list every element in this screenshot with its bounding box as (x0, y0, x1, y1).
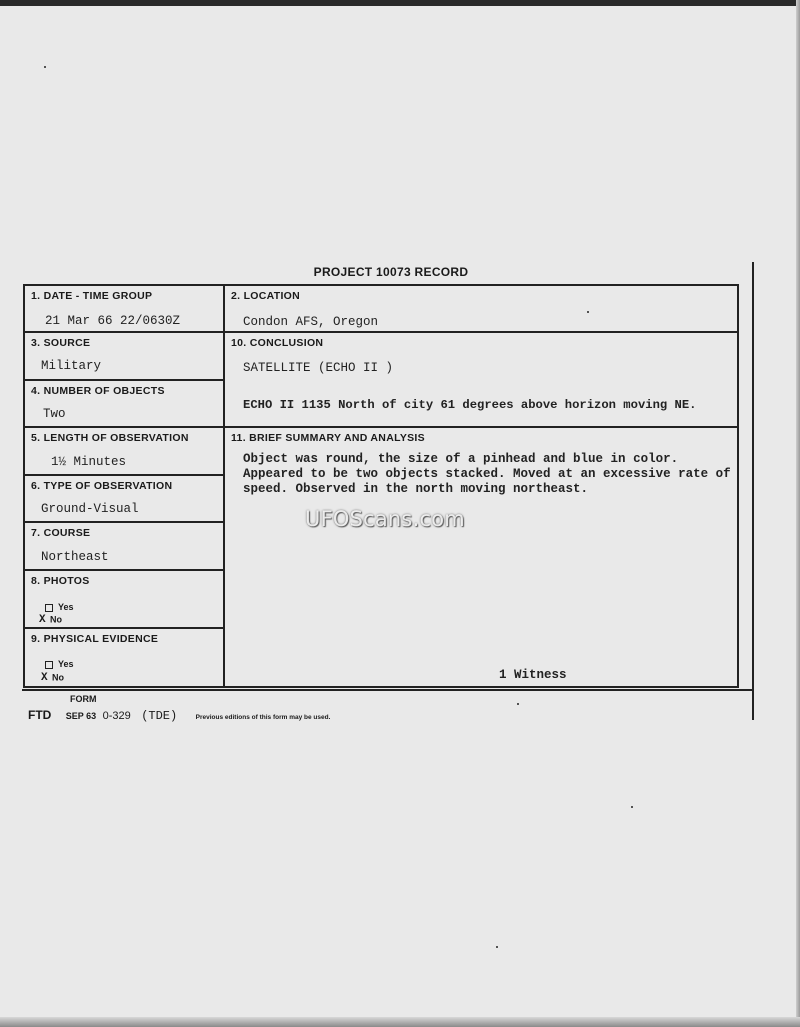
left-column (25, 286, 225, 686)
right-column (225, 286, 737, 686)
field-value: 21 Mar 66 22/0630Z (45, 314, 181, 328)
field-photos (25, 571, 223, 629)
field-label: 3. SOURCE (31, 337, 91, 349)
evidence-option-no[interactable] (43, 672, 64, 684)
field-date-time-group (25, 286, 223, 333)
option-label: Yes (58, 659, 74, 669)
dust-speck (587, 311, 589, 313)
dust-speck (631, 806, 633, 808)
field-location (225, 286, 737, 333)
checkbox-x-icon: X (41, 672, 48, 684)
field-value: Northeast (41, 550, 109, 564)
conclusion-line-1: SATELLITE (ECHO II ) (243, 361, 394, 375)
checkbox-x-icon: X (39, 614, 46, 626)
page-edge-top (0, 0, 800, 6)
field-type-of-observation (25, 476, 223, 523)
field-label: 1. DATE - TIME GROUP (31, 290, 153, 302)
page-edge-bottom (0, 1017, 800, 1027)
field-value: 1½ Minutes (51, 455, 127, 469)
field-label: 5. LENGTH OF OBSERVATION (31, 432, 189, 444)
field-course (25, 523, 223, 571)
evidence-option-yes[interactable] (45, 659, 74, 669)
field-summary (225, 428, 737, 686)
footer-previous-editions: Previous editions of this form may be used. (195, 714, 331, 721)
field-label: 11. BRIEF SUMMARY AND ANALYSIS (231, 432, 425, 444)
field-conclusion (225, 333, 737, 428)
dust-speck (517, 703, 519, 705)
field-physical-evidence (25, 629, 223, 686)
photos-option-no[interactable] (41, 614, 62, 626)
field-label: 7. COURSE (31, 527, 91, 539)
footer-tde: (TDE) (141, 709, 178, 723)
field-label: 2. LOCATION (231, 290, 301, 302)
record-form (23, 284, 739, 688)
photos-option-yes[interactable] (45, 602, 74, 612)
footer-number: 0-329 (102, 710, 131, 722)
checkbox-empty-icon (45, 604, 53, 612)
option-label: No (52, 672, 64, 683)
field-length-of-observation (25, 428, 223, 476)
dust-speck (496, 946, 498, 948)
field-label: 6. TYPE OF OBSERVATION (31, 480, 173, 492)
field-label: 4. NUMBER OF OBJECTS (31, 385, 165, 397)
witness-count: 1 Witness (499, 668, 567, 682)
footer-ftd: FTD (28, 708, 52, 722)
form-title: PROJECT 10073 RECORD (313, 265, 469, 279)
page-edge-right (796, 0, 800, 1027)
footer-form-id (28, 706, 330, 724)
dust-speck (44, 66, 46, 68)
option-label: Yes (58, 602, 74, 612)
form-outer-border-right (752, 262, 754, 720)
summary-text: Object was round, the size of a pinhead and blue in color. Appeared to be two objects stacked. Moved at an excessive rate of speed. Observed in the north moving northeast. (243, 452, 731, 496)
conclusion-line-2: ECHO II 1135 North of city 61 degrees above horizon moving NE. (243, 398, 697, 412)
footer-date: SEP 63 (65, 711, 97, 721)
field-value: Military (41, 359, 102, 373)
checkbox-empty-icon (45, 661, 53, 669)
watermark: UFOScans.com (305, 507, 465, 531)
option-label: No (50, 614, 62, 625)
field-value: Ground-Visual (41, 502, 139, 516)
field-label: 10. CONCLUSION (231, 337, 324, 349)
field-label: 9. PHYSICAL EVIDENCE (31, 633, 159, 645)
form-outer-border-bottom (22, 689, 754, 691)
field-number-of-objects (25, 381, 223, 428)
field-source (25, 333, 223, 381)
field-value: Condon AFS, Oregon (243, 315, 379, 329)
field-value: Two (43, 407, 66, 421)
footer-form-word: FORM (70, 694, 97, 704)
field-label: 8. PHOTOS (31, 575, 90, 587)
